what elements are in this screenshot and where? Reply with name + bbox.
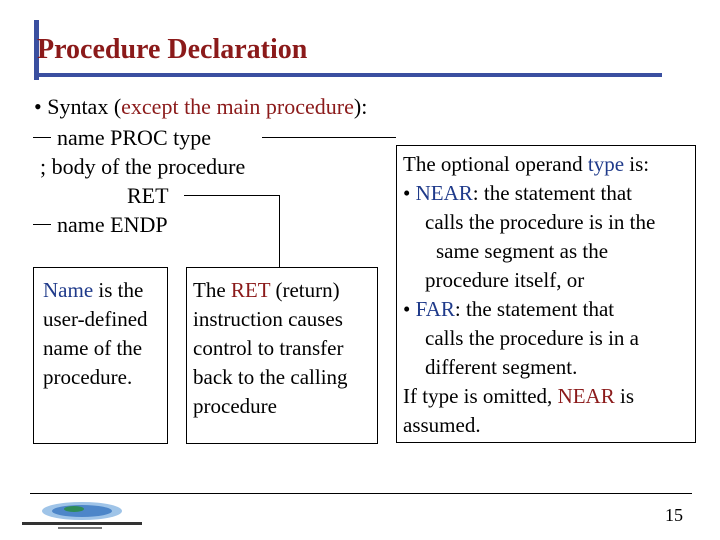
ret-explanation-text: [193, 276, 348, 421]
far-line1-rest: : the statement that: [454, 297, 615, 321]
name-explanation-text: [43, 276, 148, 392]
near-bullet: •: [403, 181, 416, 205]
type-intro-post: is:: [624, 152, 650, 176]
globe-logo-icon: [18, 500, 142, 530]
type-explanation-box: [396, 145, 696, 443]
name-line2: user-defined: [43, 307, 148, 331]
near-keyword: NEAR: [415, 181, 473, 205]
code-line-endp: name ENDP: [57, 212, 168, 237]
ret-line1-post: (return): [270, 278, 340, 302]
name-explanation-box: [33, 267, 168, 444]
near-line3: same segment as the: [436, 239, 609, 263]
syntax-lead: Syntax (: [47, 94, 122, 119]
slide-title: Procedure Declaration: [37, 34, 308, 65]
title-accent-underline: [34, 73, 662, 77]
footer-divider: [30, 493, 692, 494]
page-number: 15: [665, 505, 683, 525]
far-line3: different segment.: [425, 355, 578, 379]
code-line-ret: RET: [127, 183, 169, 208]
ret-line3: control to transfer: [193, 336, 344, 360]
omit-line1-post: is: [614, 384, 634, 408]
far-bullet: •: [403, 297, 416, 321]
near-line4: procedure itself, or: [425, 268, 585, 292]
omit-keyword: NEAR: [557, 384, 615, 408]
ret-line2: instruction causes: [193, 307, 343, 331]
name-line1-rest: is the: [93, 278, 144, 302]
syntax-highlight: except the main procedure: [121, 94, 354, 119]
far-line2: calls the procedure is in a: [425, 326, 639, 350]
omit-line2: assumed.: [403, 413, 481, 437]
syntax-tail: ):: [353, 94, 368, 119]
ret-line5: procedure: [193, 394, 277, 418]
code-line-proc: name PROC type: [57, 125, 211, 150]
far-keyword: FAR: [415, 297, 455, 321]
type-explanation-text: [403, 150, 695, 440]
omit-line1-pre: If type is omitted,: [403, 384, 558, 408]
ret-keyword: RET: [230, 278, 271, 302]
connector-proc-left: [33, 137, 51, 138]
name-keyword: Name: [43, 278, 94, 302]
ret-line1-pre: The: [193, 278, 231, 302]
syntax-line: [34, 94, 367, 120]
connector-ret-down: [279, 195, 280, 268]
near-line2: calls the procedure is in the: [425, 210, 656, 234]
code-line-body: ; body of the procedure: [40, 154, 246, 179]
name-line4: procedure.: [43, 365, 133, 389]
ret-explanation-box: [186, 267, 378, 444]
connector-ret-right: [184, 195, 279, 196]
connector-proc-right: [262, 137, 396, 138]
type-intro-pre: The optional operand: [403, 152, 588, 176]
name-line3: name of the: [43, 336, 143, 360]
type-keyword: type: [587, 152, 625, 176]
near-line1-rest: : the statement that: [472, 181, 632, 205]
syntax-bullet: •: [34, 94, 42, 119]
connector-endp-left: [33, 224, 51, 225]
ret-line4: back to the calling: [193, 365, 348, 389]
